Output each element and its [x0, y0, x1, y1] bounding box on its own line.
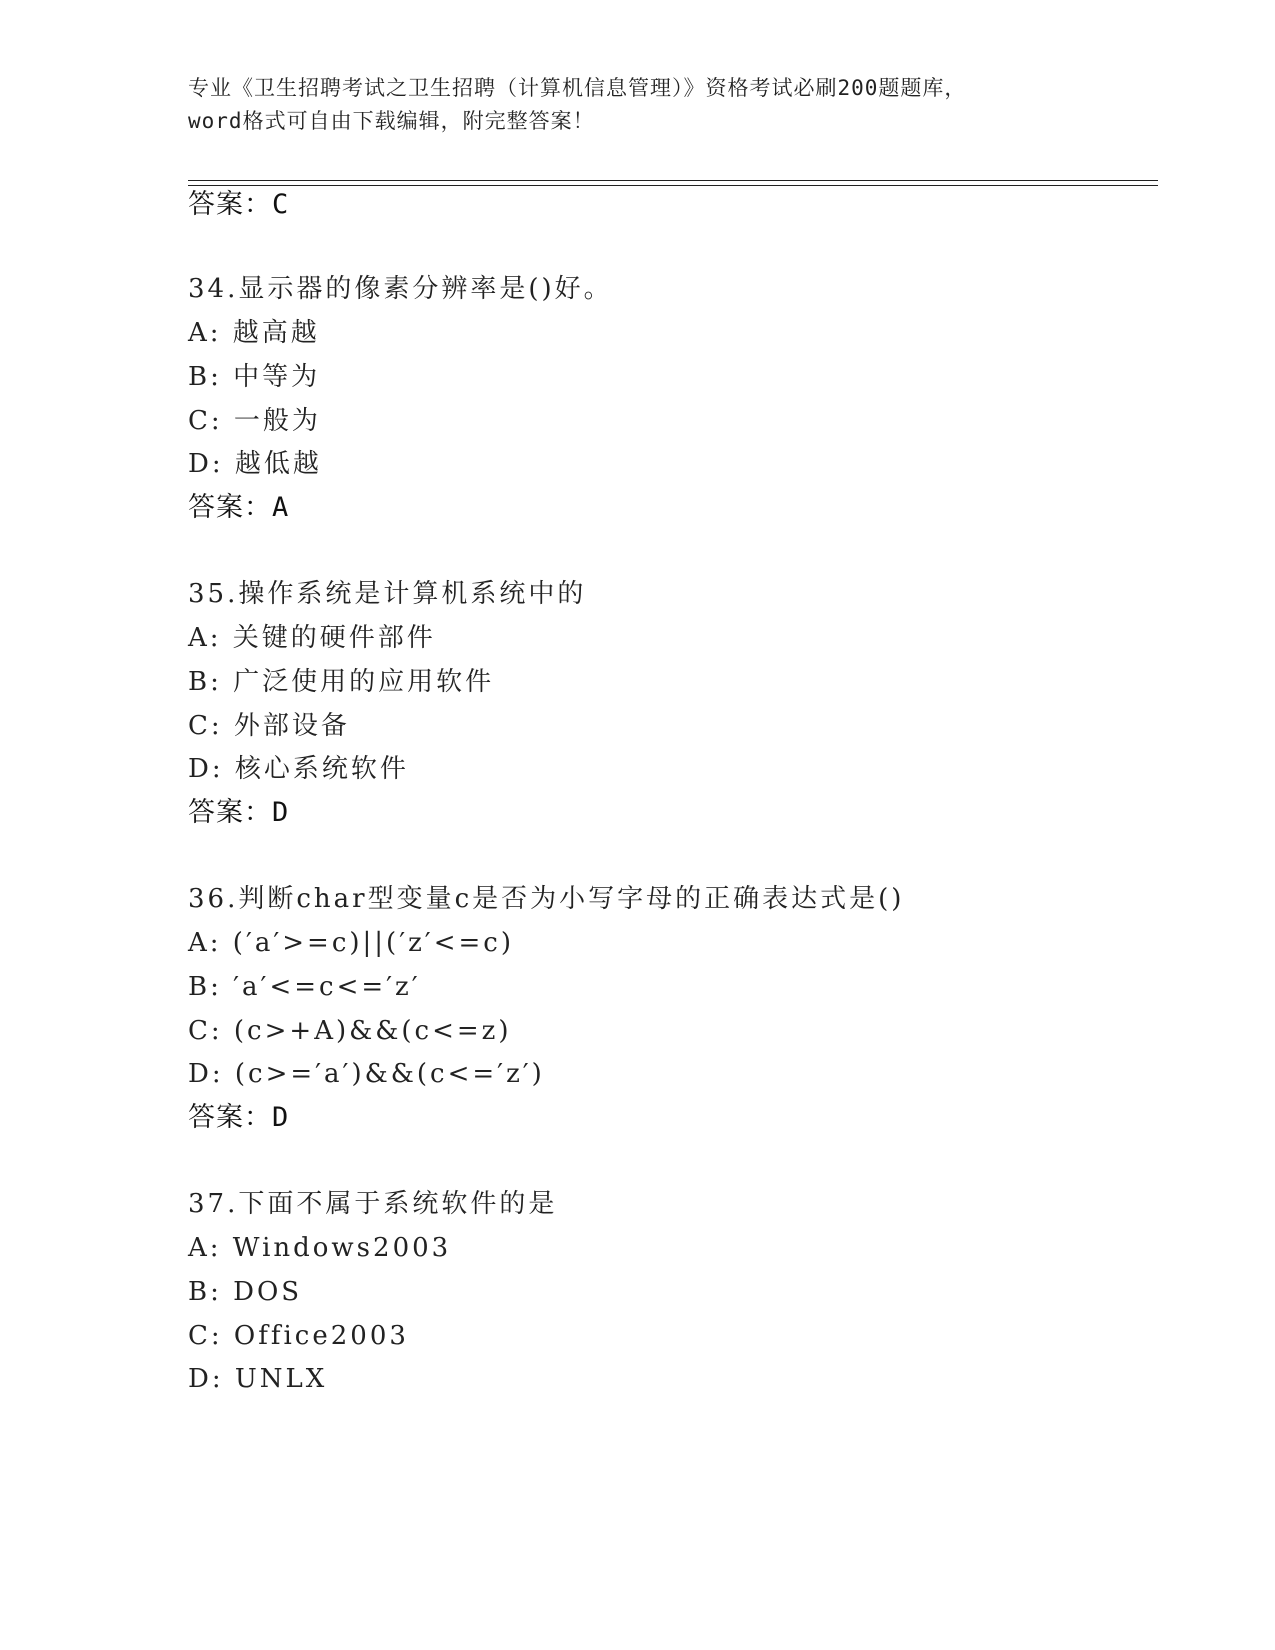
- question-34-stem: 34.显示器的像素分辨率是()好。: [188, 274, 613, 304]
- header-divider-top: [188, 180, 1158, 181]
- header-divider-bottom: [188, 185, 1158, 186]
- previous-answer: 答案：C: [188, 189, 290, 220]
- question-37-option-c: C: Office2003: [188, 1321, 409, 1351]
- header-line-1: 专业《卫生招聘考试之卫生招聘（计算机信息管理）》资格考试必刷200题题库，: [188, 76, 967, 100]
- question-35-option-b: B: 广泛使用的应用软件: [188, 667, 495, 697]
- question-36-option-b: B: ′a′<=c<=′z′: [188, 972, 421, 1002]
- question-36-option-a: A: (′a′>=c)||(′z′<=c): [188, 928, 514, 958]
- question-37-option-d: D: UNLX: [188, 1364, 328, 1394]
- question-36-stem: 36.判断char型变量c是否为小写字母的正确表达式是(): [188, 884, 905, 914]
- question-34-option-a: A: 越高越: [188, 318, 320, 348]
- header-line-2: word格式可自由下载编辑，附完整答案！: [188, 109, 595, 133]
- question-36-option-c: C: (c>+A)&&(c<=z): [188, 1016, 512, 1046]
- question-37-stem: 37.下面不属于系统软件的是: [188, 1189, 558, 1219]
- question-34-answer: 答案：A: [188, 492, 290, 523]
- question-35-option-c: C: 外部设备: [188, 711, 350, 741]
- question-35-stem: 35.操作系统是计算机系统中的: [188, 579, 587, 609]
- question-36-answer: 答案：D: [188, 1102, 290, 1133]
- question-34-option-d: D: 越低越: [188, 449, 322, 479]
- question-35-option-a: A: 关键的硬件部件: [188, 623, 436, 653]
- question-35-option-d: D: 核心系统软件: [188, 754, 409, 784]
- question-35-answer: 答案：D: [188, 797, 290, 828]
- question-37-option-a: A: Windows2003: [188, 1233, 452, 1263]
- question-34-option-b: B: 中等为: [188, 362, 321, 392]
- document-header: [188, 72, 1088, 138]
- question-37-option-b: B: DOS: [188, 1277, 303, 1307]
- question-34-option-c: C: 一般为: [188, 406, 321, 436]
- question-36-option-d: D: (c>=′a′)&&(c<=′z′): [188, 1059, 545, 1089]
